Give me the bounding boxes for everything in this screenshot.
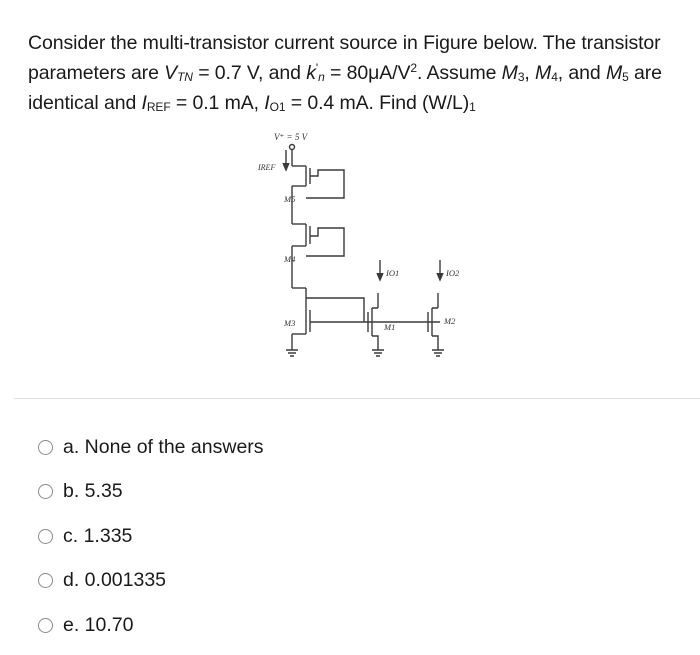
symbol-m4: M xyxy=(535,62,552,84)
radio-button-icon[interactable] xyxy=(38,573,53,588)
symbol-vtn-sub: TN xyxy=(177,70,193,84)
symbol-iref-sub: REF xyxy=(146,100,171,114)
m3-label: M3 xyxy=(284,318,296,328)
symbol-kn: k xyxy=(306,62,316,84)
question-part: . Assume xyxy=(416,62,502,84)
symbol-io1-sub: O1 xyxy=(269,100,286,114)
symbol-iref: I xyxy=(141,92,147,114)
ground-symbol-m3 xyxy=(286,350,298,356)
question-part: = 0.4 mA. Find (W/L) xyxy=(285,92,470,114)
question-part: Consider the multi-transistor current source in Figure below. The transistor parameters are xyxy=(28,32,661,84)
symbol-kn-sub: n xyxy=(318,70,325,84)
option-e[interactable] xyxy=(38,603,264,648)
symbol-m3-sub: 3 xyxy=(517,70,525,84)
m4-gate-loop xyxy=(306,228,344,256)
circuit-figure xyxy=(240,128,490,358)
symbol-kn-prime: ' xyxy=(315,61,319,75)
m3-gate-bus xyxy=(306,298,364,322)
option-label: b. 5.35 xyxy=(63,480,123,503)
option-b[interactable] xyxy=(38,470,264,515)
symbol-m5: M xyxy=(605,62,623,84)
question-part: , xyxy=(524,62,536,84)
unit-squared: 2 xyxy=(410,61,417,75)
question-text xyxy=(28,28,688,118)
option-a[interactable] xyxy=(38,425,264,470)
m4-label: M4 xyxy=(284,254,296,264)
m1-label: M1 xyxy=(384,322,396,332)
symbol-m3: M xyxy=(501,62,518,84)
option-d[interactable] xyxy=(38,559,264,604)
iref-label: IREF xyxy=(258,163,276,172)
option-label: a. None of the answers xyxy=(63,435,264,458)
symbol-io1: I xyxy=(264,92,270,114)
iref-arrow-head xyxy=(283,163,289,170)
option-label: c. 1.335 xyxy=(63,524,133,547)
ground-symbol-m1 xyxy=(372,350,384,356)
io1-label: IO1 xyxy=(386,268,400,278)
answer-options xyxy=(38,425,264,648)
radio-button-icon[interactable] xyxy=(38,618,53,633)
ground-symbol-m2 xyxy=(432,350,444,356)
symbol-m5-sub: 5 xyxy=(622,70,629,84)
option-label: e. 10.70 xyxy=(63,613,134,636)
symbol-vtn: V xyxy=(164,62,178,84)
io2-label: IO2 xyxy=(446,268,460,278)
supply-node xyxy=(290,145,295,150)
question-part: = 0.1 mA, xyxy=(170,92,265,114)
radio-button-icon[interactable] xyxy=(38,440,53,455)
option-c[interactable] xyxy=(38,514,264,559)
radio-button-icon[interactable] xyxy=(38,529,53,544)
option-label: d. 0.001335 xyxy=(63,569,167,592)
question-part: , and xyxy=(557,62,606,84)
radio-button-icon[interactable] xyxy=(38,484,53,499)
section-divider xyxy=(14,398,700,399)
m5-gate-loop xyxy=(306,170,344,198)
supply-label: V⁺ = 5 V xyxy=(274,132,308,142)
m5-label: M5 xyxy=(284,194,296,204)
m2-label: M2 xyxy=(444,316,456,326)
m1-terminals xyxy=(372,308,378,350)
m2-terminals xyxy=(432,308,438,350)
symbol-m4-sub: 4 xyxy=(551,70,558,84)
circuit-diagram xyxy=(240,128,490,358)
io1-arrow-head xyxy=(377,273,383,280)
circuit-wires xyxy=(283,145,444,357)
question-final-sub: 1 xyxy=(469,100,476,114)
question-part: = 0.7 V, and xyxy=(192,62,307,84)
io2-arrow-head xyxy=(437,273,443,280)
question-part: are identical and xyxy=(28,62,662,114)
question-part: = 80μA/V xyxy=(324,62,411,84)
